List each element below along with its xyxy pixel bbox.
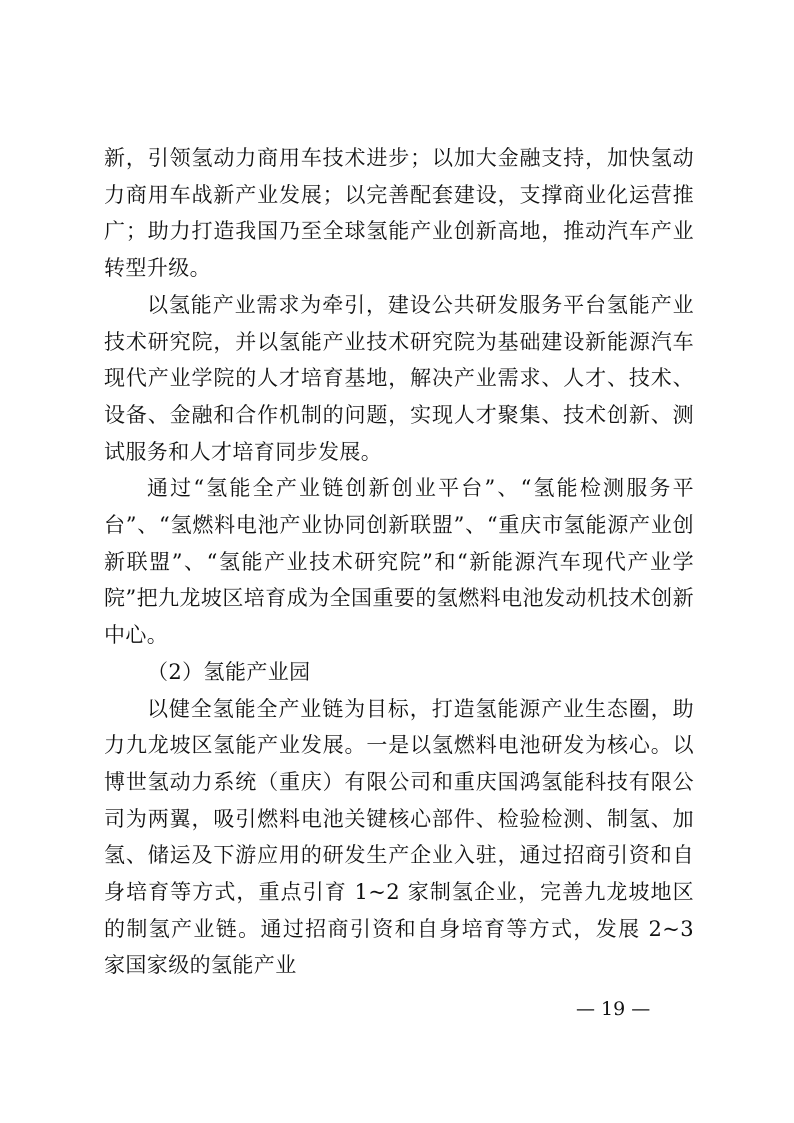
paragraph-platforms: 通过“氢能全产业链创新创业平台”、“氢能检测服务平台”、“氢燃料电池产业协同创新联盟”、“重庆市氢能源产业创新联盟”、“氢能产业技术研究院”和“新能源汽车现代产业学院”把九龙坡区培育成为全国重要的氢燃料电池发动机技术创新中心。	[104, 476, 694, 648]
page-number: — 19 —	[576, 998, 651, 1020]
paragraph-hydrogen-park: 以健全氢能全产业链为目标，打造氢能源产业生态圈，助力九龙坡区氢能产业发展。一是以氢燃料电池研发为核心。以博世氢动力系统（重庆）有限公司和重庆国鸿氢能科技有限公司为两翼，吸引燃料电池关键核心部件、检验检测、制氢、加氢、储运及下游应用的研发生产企业入驻，通过招商引资和自身培育等方式，重点引育 1~2 家制氢企业，完善九龙坡地区的制氢产业链。通过招商引资和自身培育等方式，发展 2~3 家国家级的氢能产业	[104, 696, 694, 978]
paragraph-continuation: 新，引领氢动力商用车技术进步；以加大金融支持，加快氢动力商用车战新产业发展；以完善配套建设，支撑商业化运营推广；助力打造我国乃至全球氢能产业创新高地，推动汽车产业转型升级。	[104, 146, 694, 281]
section-heading-hydrogen-park: （2）氢能产业园	[147, 659, 311, 684]
paragraph-research-institute: 以氢能产业需求为牵引，建设公共研发服务平台氢能产业技术研究院，并以氢能产业技术研究院为基础建设新能源汽车现代产业学院的人才培育基地，解决产业需求、人才、技术、设备、金融和合作机制的问题，实现人才聚集、技术创新、测试服务和人才培育同步发展。	[104, 292, 694, 464]
document-body	[104, 140, 694, 984]
